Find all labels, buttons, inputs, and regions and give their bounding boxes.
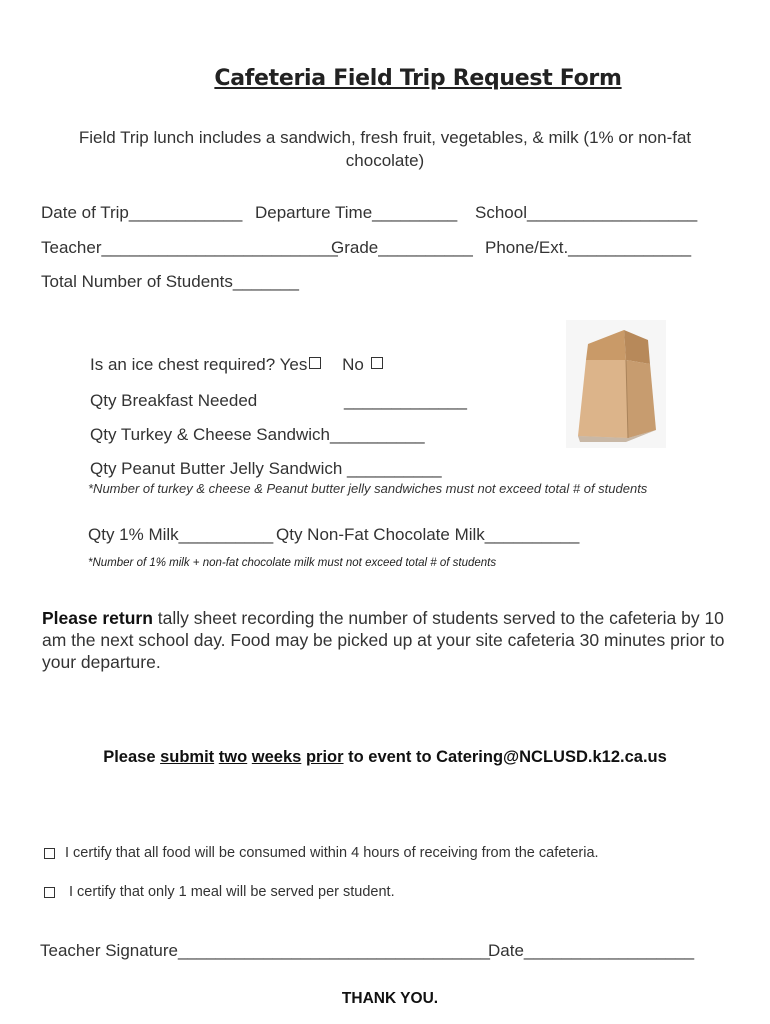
certify-one-meal-checkbox[interactable] — [44, 887, 55, 898]
sandwich-note: *Number of turkey & cheese & Peanut butter jelly sandwiches must not exceed total # of students — [88, 481, 648, 496]
school-field[interactable]: School__________________ — [475, 203, 698, 222]
ice-chest-no-checkbox[interactable] — [371, 357, 383, 369]
submit-instructions — [0, 748, 770, 767]
milk-note: *Number of 1% milk + non-fat chocolate milk must not exceed total # of students — [88, 557, 497, 569]
breakfast-label: Qty Breakfast Needed — [90, 391, 258, 410]
signature-date-field[interactable]: Date__________________ — [488, 941, 695, 960]
submit-word-prior: prior — [305, 748, 344, 766]
return-rest: tally sheet recording the number of students served to the cafeteria by 10 am the next school day. Food may be picked up at your site cafeteria 30 minutes prior to your departure. — [42, 608, 725, 672]
ice-chest-label: Is an ice chest required? Yes — [90, 355, 308, 374]
total-students-field[interactable]: Total Number of Students_______ — [41, 272, 300, 291]
paper-bag-icon — [566, 320, 666, 453]
certify-consumed-text: I certify that all food will be consumed within 4 hours of receiving from the cafeteria. — [65, 845, 599, 861]
submit-please: Please — [103, 748, 156, 766]
thank-you: THANK YOU. — [341, 990, 439, 1007]
submit-rest: to event to Catering@NCLUSD.k12.ca.us — [348, 748, 667, 766]
submit-word-weeks: weeks — [251, 748, 302, 766]
submit-word-two: two — [218, 748, 248, 766]
teacher-signature-field[interactable]: Teacher Signature_________________________________ — [40, 941, 490, 960]
pbj-sandwich-field[interactable]: Qty Peanut Butter Jelly Sandwich __________ — [90, 459, 442, 478]
date-of-trip-field[interactable]: Date of Trip____________ — [41, 203, 243, 222]
intro-text: Field Trip lunch includes a sandwich, fresh fruit, vegetables, & milk (1% or non-fat chocolate) — [78, 128, 692, 170]
return-instructions — [42, 607, 732, 673]
phone-field[interactable]: Phone/Ext._____________ — [485, 238, 692, 257]
departure-time-field[interactable]: Departure Time_________ — [255, 203, 458, 222]
turkey-sandwich-field[interactable]: Qty Turkey & Cheese Sandwich__________ — [90, 425, 425, 444]
return-bold: Please return — [42, 608, 153, 628]
page-title: Cafeteria Field Trip Request Form — [214, 66, 622, 91]
teacher-field[interactable]: Teacher_________________________ — [41, 238, 338, 257]
ice-chest-question — [90, 355, 383, 375]
grade-field[interactable]: Grade__________ — [331, 238, 473, 257]
certify-item — [44, 884, 395, 900]
ice-chest-no-label: No — [342, 355, 364, 374]
submit-word-submit: submit — [160, 748, 215, 766]
ice-chest-yes-checkbox[interactable] — [309, 357, 321, 369]
breakfast-qty-field[interactable]: _____________ — [344, 391, 467, 410]
chocolate-milk-field[interactable]: Qty Non-Fat Chocolate Milk__________ — [276, 525, 580, 544]
certify-consumed-checkbox[interactable] — [44, 848, 55, 859]
certify-item — [44, 845, 599, 861]
milk-1-percent-field[interactable]: Qty 1% Milk__________ — [88, 525, 274, 544]
certify-one-meal-text: I certify that only 1 meal will be served per student. — [69, 884, 395, 900]
